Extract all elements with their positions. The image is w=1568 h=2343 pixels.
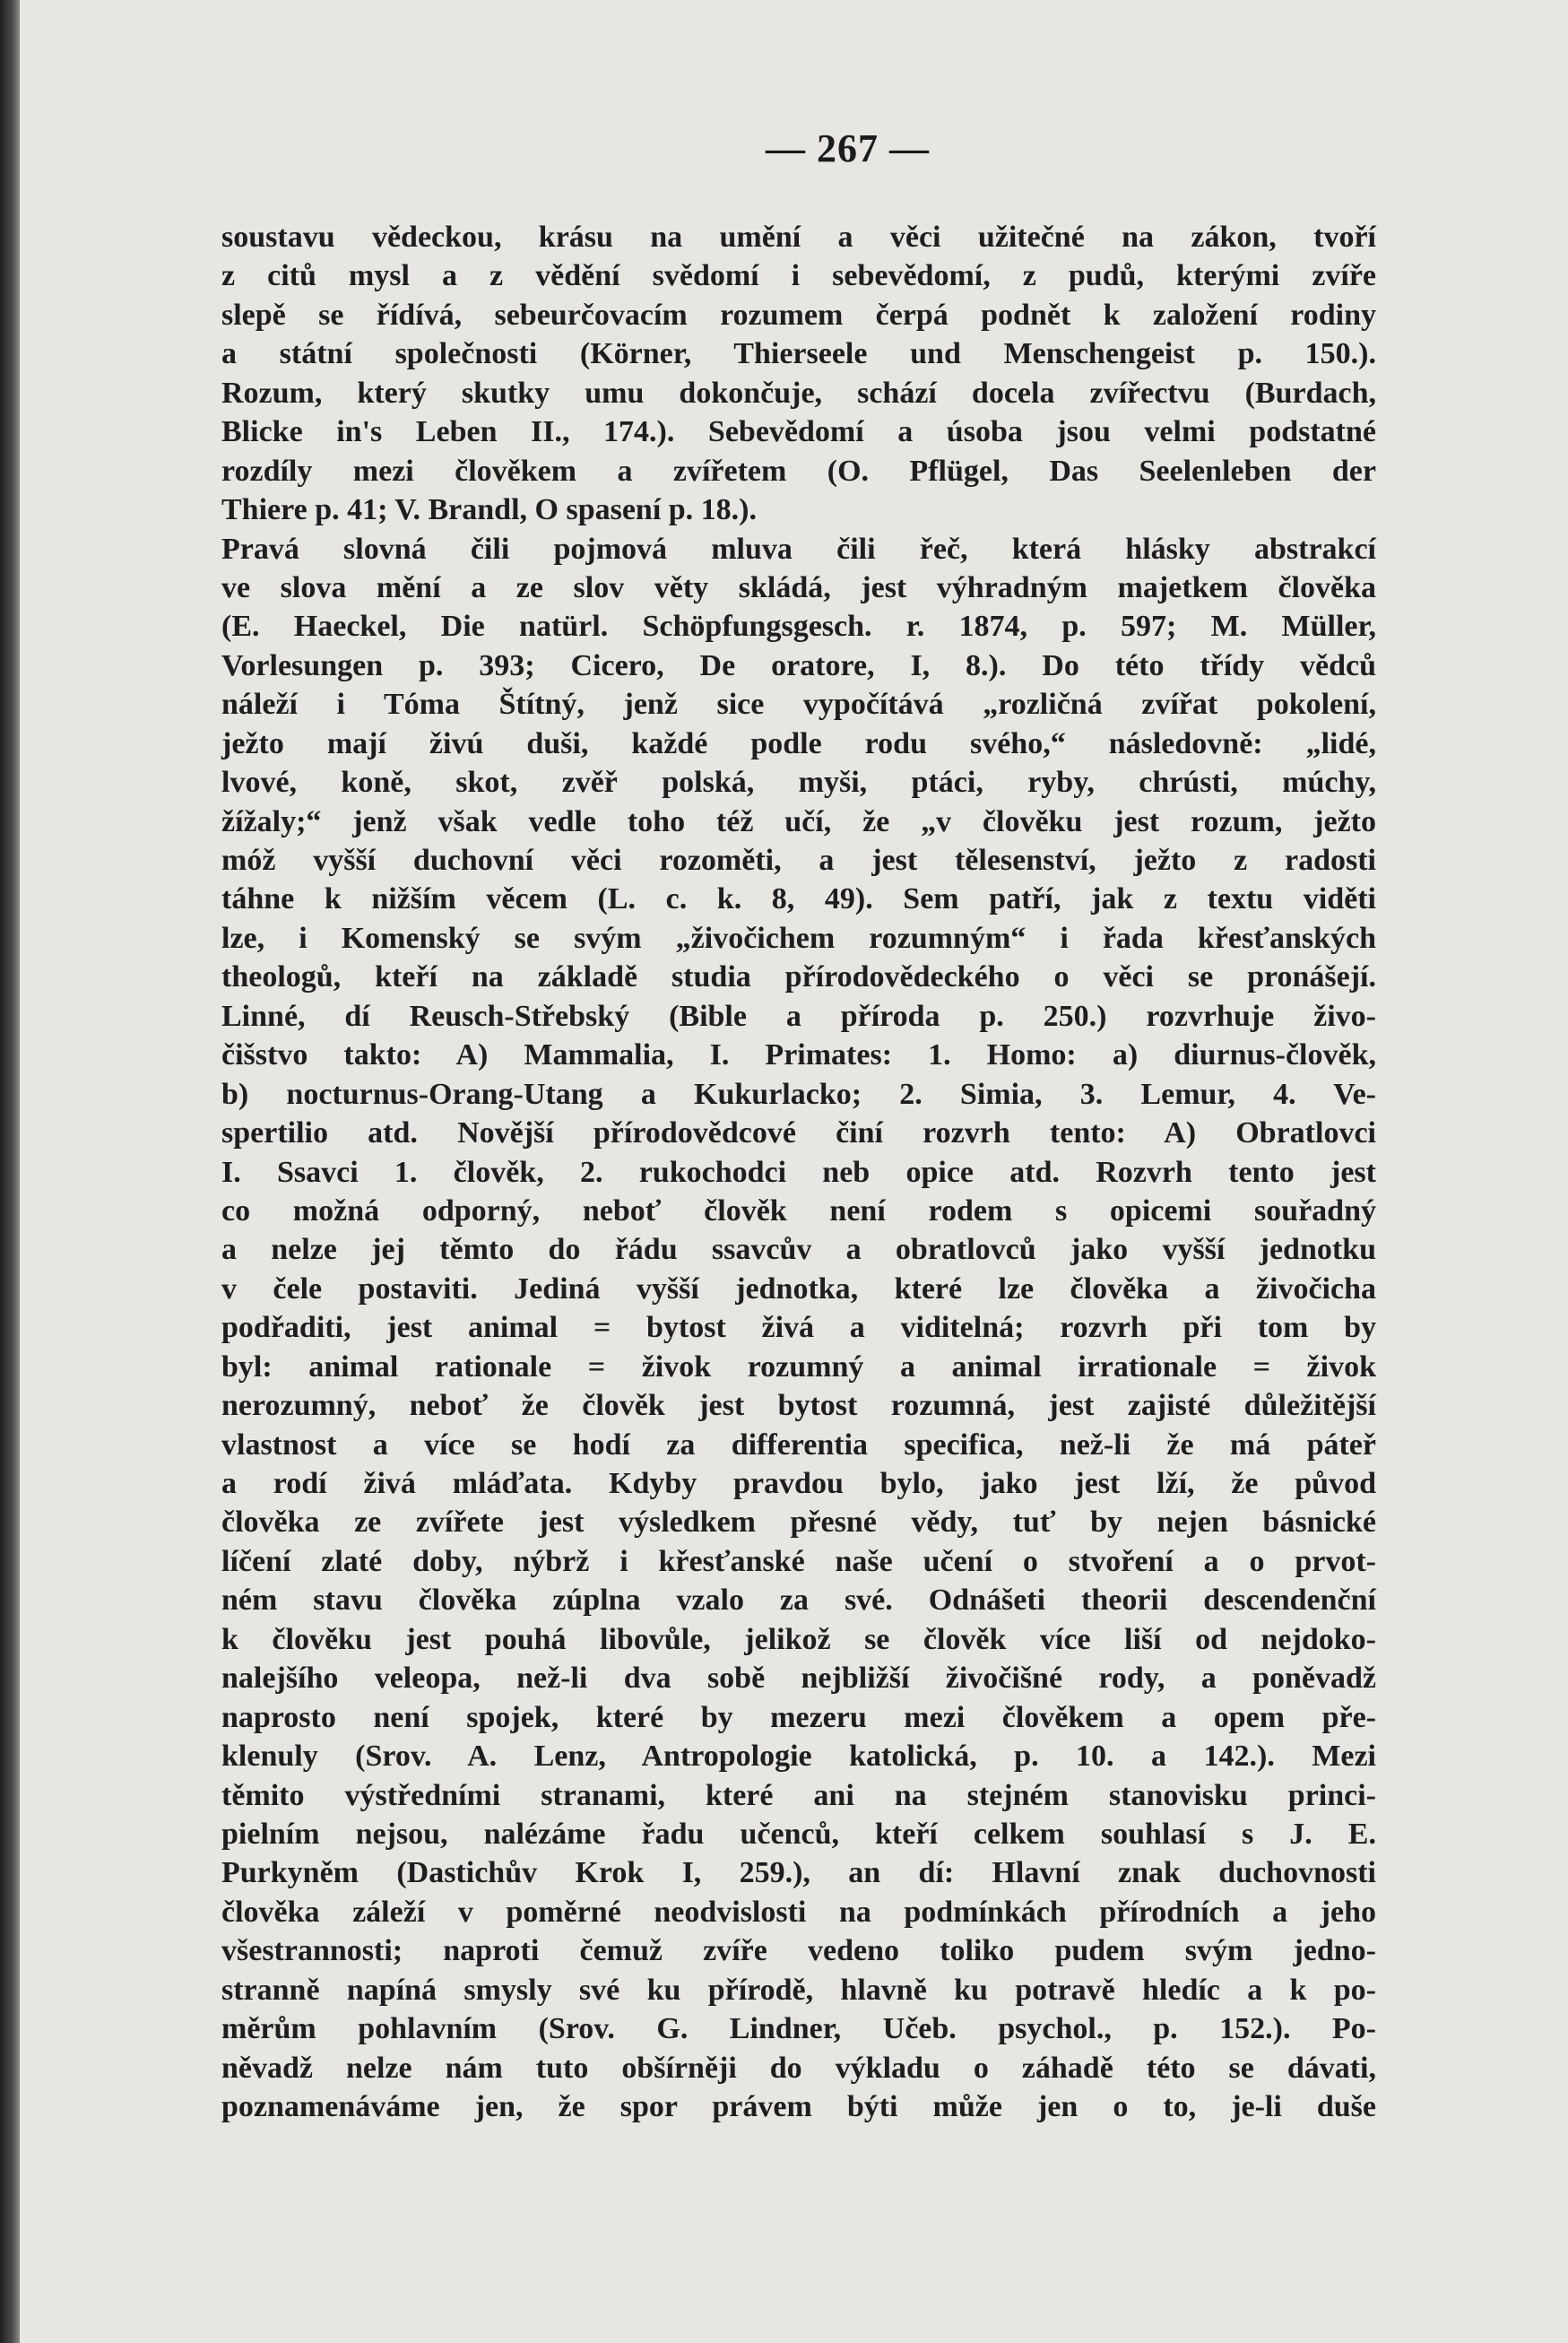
text-line: čišstvo takto: A) Mammalia, I. Primates: 1. Homo: a) diurnus-člověk,	[221, 1038, 1376, 1072]
text-line: Thiere p. 41; V. Brandl, O spasení p. 18.).	[221, 493, 758, 527]
text-line: táhne k nižším věcem (L. c. k. 8, 49). Sem patří, jak z textu viděti	[221, 882, 1376, 916]
text-line: lze, i Komenský se svým „živočichem rozumným“ i řada křesťanských	[221, 921, 1376, 955]
text-line: člověka záleží v poměrné neodvislosti na podmínkách přírodních a jeho	[221, 1895, 1376, 1929]
text-line: nalejšího veleopa, než-li dva sobě nejbližší živočišné rody, a poněvadž	[221, 1662, 1376, 1696]
text-line: I. Ssavci 1. člověk, 2. rukochodci neb opice atd. Rozvrh tento jest	[221, 1155, 1376, 1189]
text-line: Blicke in's Leben II., 174.). Sebevědomí a úsoba jsou velmi podstatné	[221, 415, 1376, 449]
body-text	[221, 218, 1376, 2126]
text-line: a státní společnosti (Körner, Thierseele und Menschengeist p. 150.).	[221, 337, 1376, 371]
text-line: Pravá slovná čili pojmová mluva čili řeč, která hlásky abstrakcí	[221, 532, 1376, 566]
scan-edge-shadow	[0, 0, 20, 2343]
text-line: b) nocturnus-Orang-Utang a Kukurlacko; 2. Simia, 3. Lemur, 4. Ve-	[221, 1077, 1376, 1111]
text-line: klenuly (Srov. A. Lenz, Antropologie katolická, p. 10. a 142.). Mezi	[221, 1740, 1376, 1774]
book-page	[20, 0, 1568, 2343]
text-line: podřaditi, jest animal = bytost živá a viditelná; rozvrh při tom by	[221, 1311, 1376, 1345]
text-line: ve slova mění a ze slov věty skládá, jest výhradným majetkem člověka	[221, 570, 1376, 604]
text-line: poznamenáváme jen, že spor právem býti může jen o to, je-li duše	[221, 2090, 1376, 2123]
text-line: spertilio atd. Novější přírodovědcové činí rozvrh tento: A) Obratlovci	[221, 1116, 1376, 1150]
text-line: ném stavu člověka zúplna vzalo za své. Odnášeti theorii descendenční	[221, 1584, 1376, 1618]
text-line: náleží i Tóma Štítný, jenž sice vypočítává „rozličná zvířat pokolení,	[221, 688, 1376, 722]
text-line: Rozum, který skutky umu dokončuje, schází docela zvířectvu (Burdach,	[221, 376, 1376, 410]
text-line: nerozumný, neboť že člověk jest bytost rozumná, jest zajisté důležitější	[221, 1389, 1376, 1423]
text-line: a nelze jej těmto do řádu ssavcův a obratlovců jako vyšší jednotku	[221, 1233, 1376, 1267]
text-line: ježto mají živú duši, každé podle rodu svého,“ následovně: „lidé,	[221, 726, 1376, 760]
text-line: z citů mysl a z vědění svědomí i sebevědomí, z pudů, kterými zvíře	[221, 259, 1376, 293]
text-line: vlastnost a více se hodí za differentia specifica, než-li že má páteř	[221, 1427, 1376, 1462]
text-line: žížaly;“ jenž však vedle toho též učí, že „v člověku jest rozum, ježto	[221, 804, 1376, 838]
text-line: co možná odporný, neboť člověk není rodem s opicemi souřadný	[221, 1193, 1376, 1228]
text-line: byl: animal rationale = živok rozumný a animal irrationale = živok	[221, 1349, 1376, 1384]
text-line: naprosto není spojek, které by mezeru mezi člověkem a opem pře-	[221, 1700, 1376, 1734]
text-line: slepě se řídívá, sebeurčovacím rozumem čerpá podnět k založení rodiny	[221, 298, 1376, 332]
text-line: těmito výstředními stranami, které ani na stejném stanovisku princi-	[221, 1778, 1376, 1812]
text-line: líčení zlaté doby, nýbrž i křesťanské naše učení o stvoření a o prvot-	[221, 1544, 1376, 1578]
text-line: Vorlesungen p. 393; Cicero, De oratore, I, 8.). Do této třídy vědců	[221, 648, 1376, 682]
text-line: lvové, koně, skot, zvěř polská, myši, ptáci, ryby, chrústi, múchy,	[221, 766, 1376, 800]
text-line: soustavu vědeckou, krásu na umění a věci užitečné na zákon, tvoří	[221, 221, 1376, 254]
text-line: theologů, kteří na základě studia přírodovědeckého o věci se pronášejí.	[221, 960, 1376, 994]
text-line: v čele postaviti. Jediná vyšší jednotka, které lze člověka a živočicha	[221, 1271, 1376, 1306]
text-line: k člověku jest pouhá libovůle, jelikož se člověk více liší od nejdoko-	[221, 1622, 1376, 1656]
text-line: Purkyněm (Dastichův Krok I, 259.), an dí: Hlavní znak duchovnosti	[221, 1856, 1376, 1890]
text-line: a rodí živá mláďata. Kdyby pravdou bylo, jako jest lží, že původ	[221, 1467, 1376, 1500]
page-number: — 267 —	[766, 126, 930, 170]
text-line: člověka ze zvířete jest výsledkem přesné vědy, tuť by nejen básnické	[221, 1506, 1376, 1540]
text-line: rozdíly mezi člověkem a zvířetem (O. Pflügel, Das Seelenleben der	[221, 454, 1376, 488]
text-line: něvadž nelze nám tuto obšírněji do výkladu o záhadě této se dávati,	[221, 2051, 1376, 2085]
text-line: stranně napíná smysly své ku přírodě, hlavně ku potravě hledíc a k po-	[221, 1973, 1376, 2007]
text-line: všestrannosti; naproti čemuž zvíře vedeno toliko pudem svým jedno-	[221, 1934, 1376, 1968]
text-line: Linné, dí Reusch-Střebský (Bible a příroda p. 250.) rozvrhuje živo-	[221, 999, 1376, 1033]
text-line: (E. Haeckel, Die natürl. Schöpfungsgesch. r. 1874, p. 597; M. Müller,	[221, 610, 1376, 644]
text-line: móž vyšší duchovní věci rozoměti, a jest tělesenství, ježto z radosti	[221, 844, 1376, 877]
text-line: pielním nejsou, nalézáme řadu učenců, kteří celkem souhlasí s J. E.	[221, 1817, 1376, 1851]
text-line: měrům pohlavním (Srov. G. Lindner, Učeb. psychol., p. 152.). Po-	[221, 2012, 1376, 2046]
